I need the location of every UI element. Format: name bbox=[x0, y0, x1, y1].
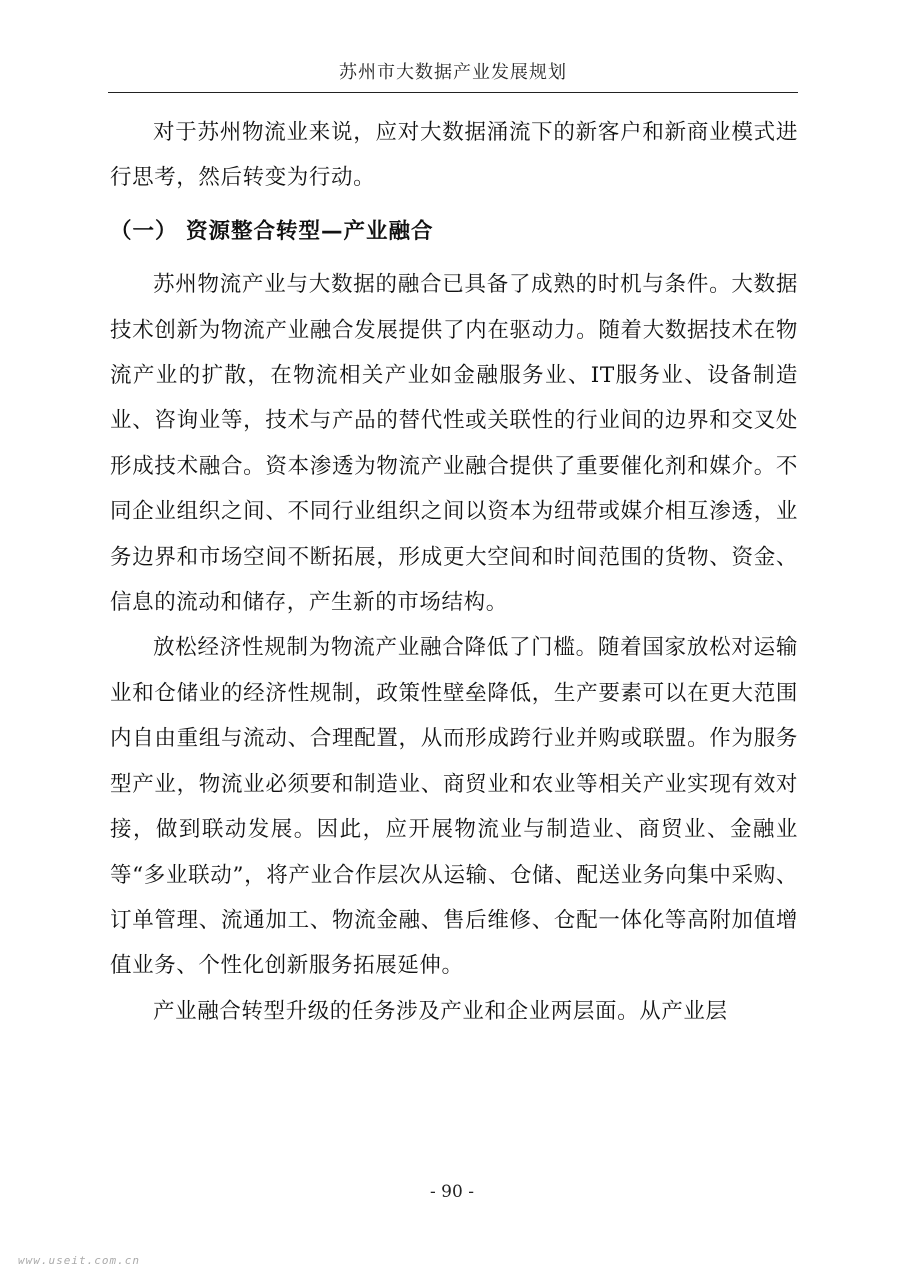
watermark-text: www.useit.com.cn bbox=[18, 1254, 140, 1267]
paragraph-2: 苏州物流产业与大数据的融合已具备了成熟的时机与条件。大数据技术创新为物流产业融合发展提供了内在驱动力。随着大数据技术在物流产业的扩散，在物流相关产业如金融服务业、IT服务业、设备制造业、咨询业等，技术与产品的替代性或关联性的行业间的边界和交叉处形成技术融合。资本渗透为物流产业融合提供了重要催化剂和媒介。不同企业组织之间、不同行业组织之间以资本为纽带或媒介相互渗透，业务边界和市场空间不断拓展，形成更大空间和时间范围的货物、资金、信息的流动和储存，产生新的市场结构。 bbox=[110, 272, 798, 616]
document-body bbox=[110, 110, 798, 1034]
paragraph-1: 对于苏州物流业来说，应对大数据涌流下的新客户和新商业模式进行思考，然后转变为行动。 bbox=[110, 120, 798, 191]
header-title: 苏州市大数据产业发展规划 bbox=[339, 62, 567, 83]
page-number: - 90 - bbox=[430, 1182, 474, 1202]
paragraph-3: 放松经济性规制为物流产业融合降低了门槛。随着国家放松对运输业和仓储业的经济性规制，政策性壁垒降低，生产要素可以在更大范围内自由重组与流动、合理配置，从而形成跨行业并购或联盟。作为服务型产业，物流业必须要和制造业、商贸业和农业等相关产业实现有效对接，做到联动发展。因此，应开展物流业与制造业、商贸业、金融业等“多业联动”，将产业合作层次从运输、仓储、配送业务向集中采购、订单管理、流通加工、物流金融、售后维修、仓配一体化等高附加值增值业务、个性化创新服务拓展延伸。 bbox=[110, 635, 798, 979]
page-header bbox=[108, 58, 798, 93]
paragraph-4: 产业融合转型升级的任务涉及产业和企业两层面。从产业层 bbox=[153, 998, 728, 1024]
section-heading: （一） 资源整合转型—产业融合 bbox=[110, 218, 434, 244]
